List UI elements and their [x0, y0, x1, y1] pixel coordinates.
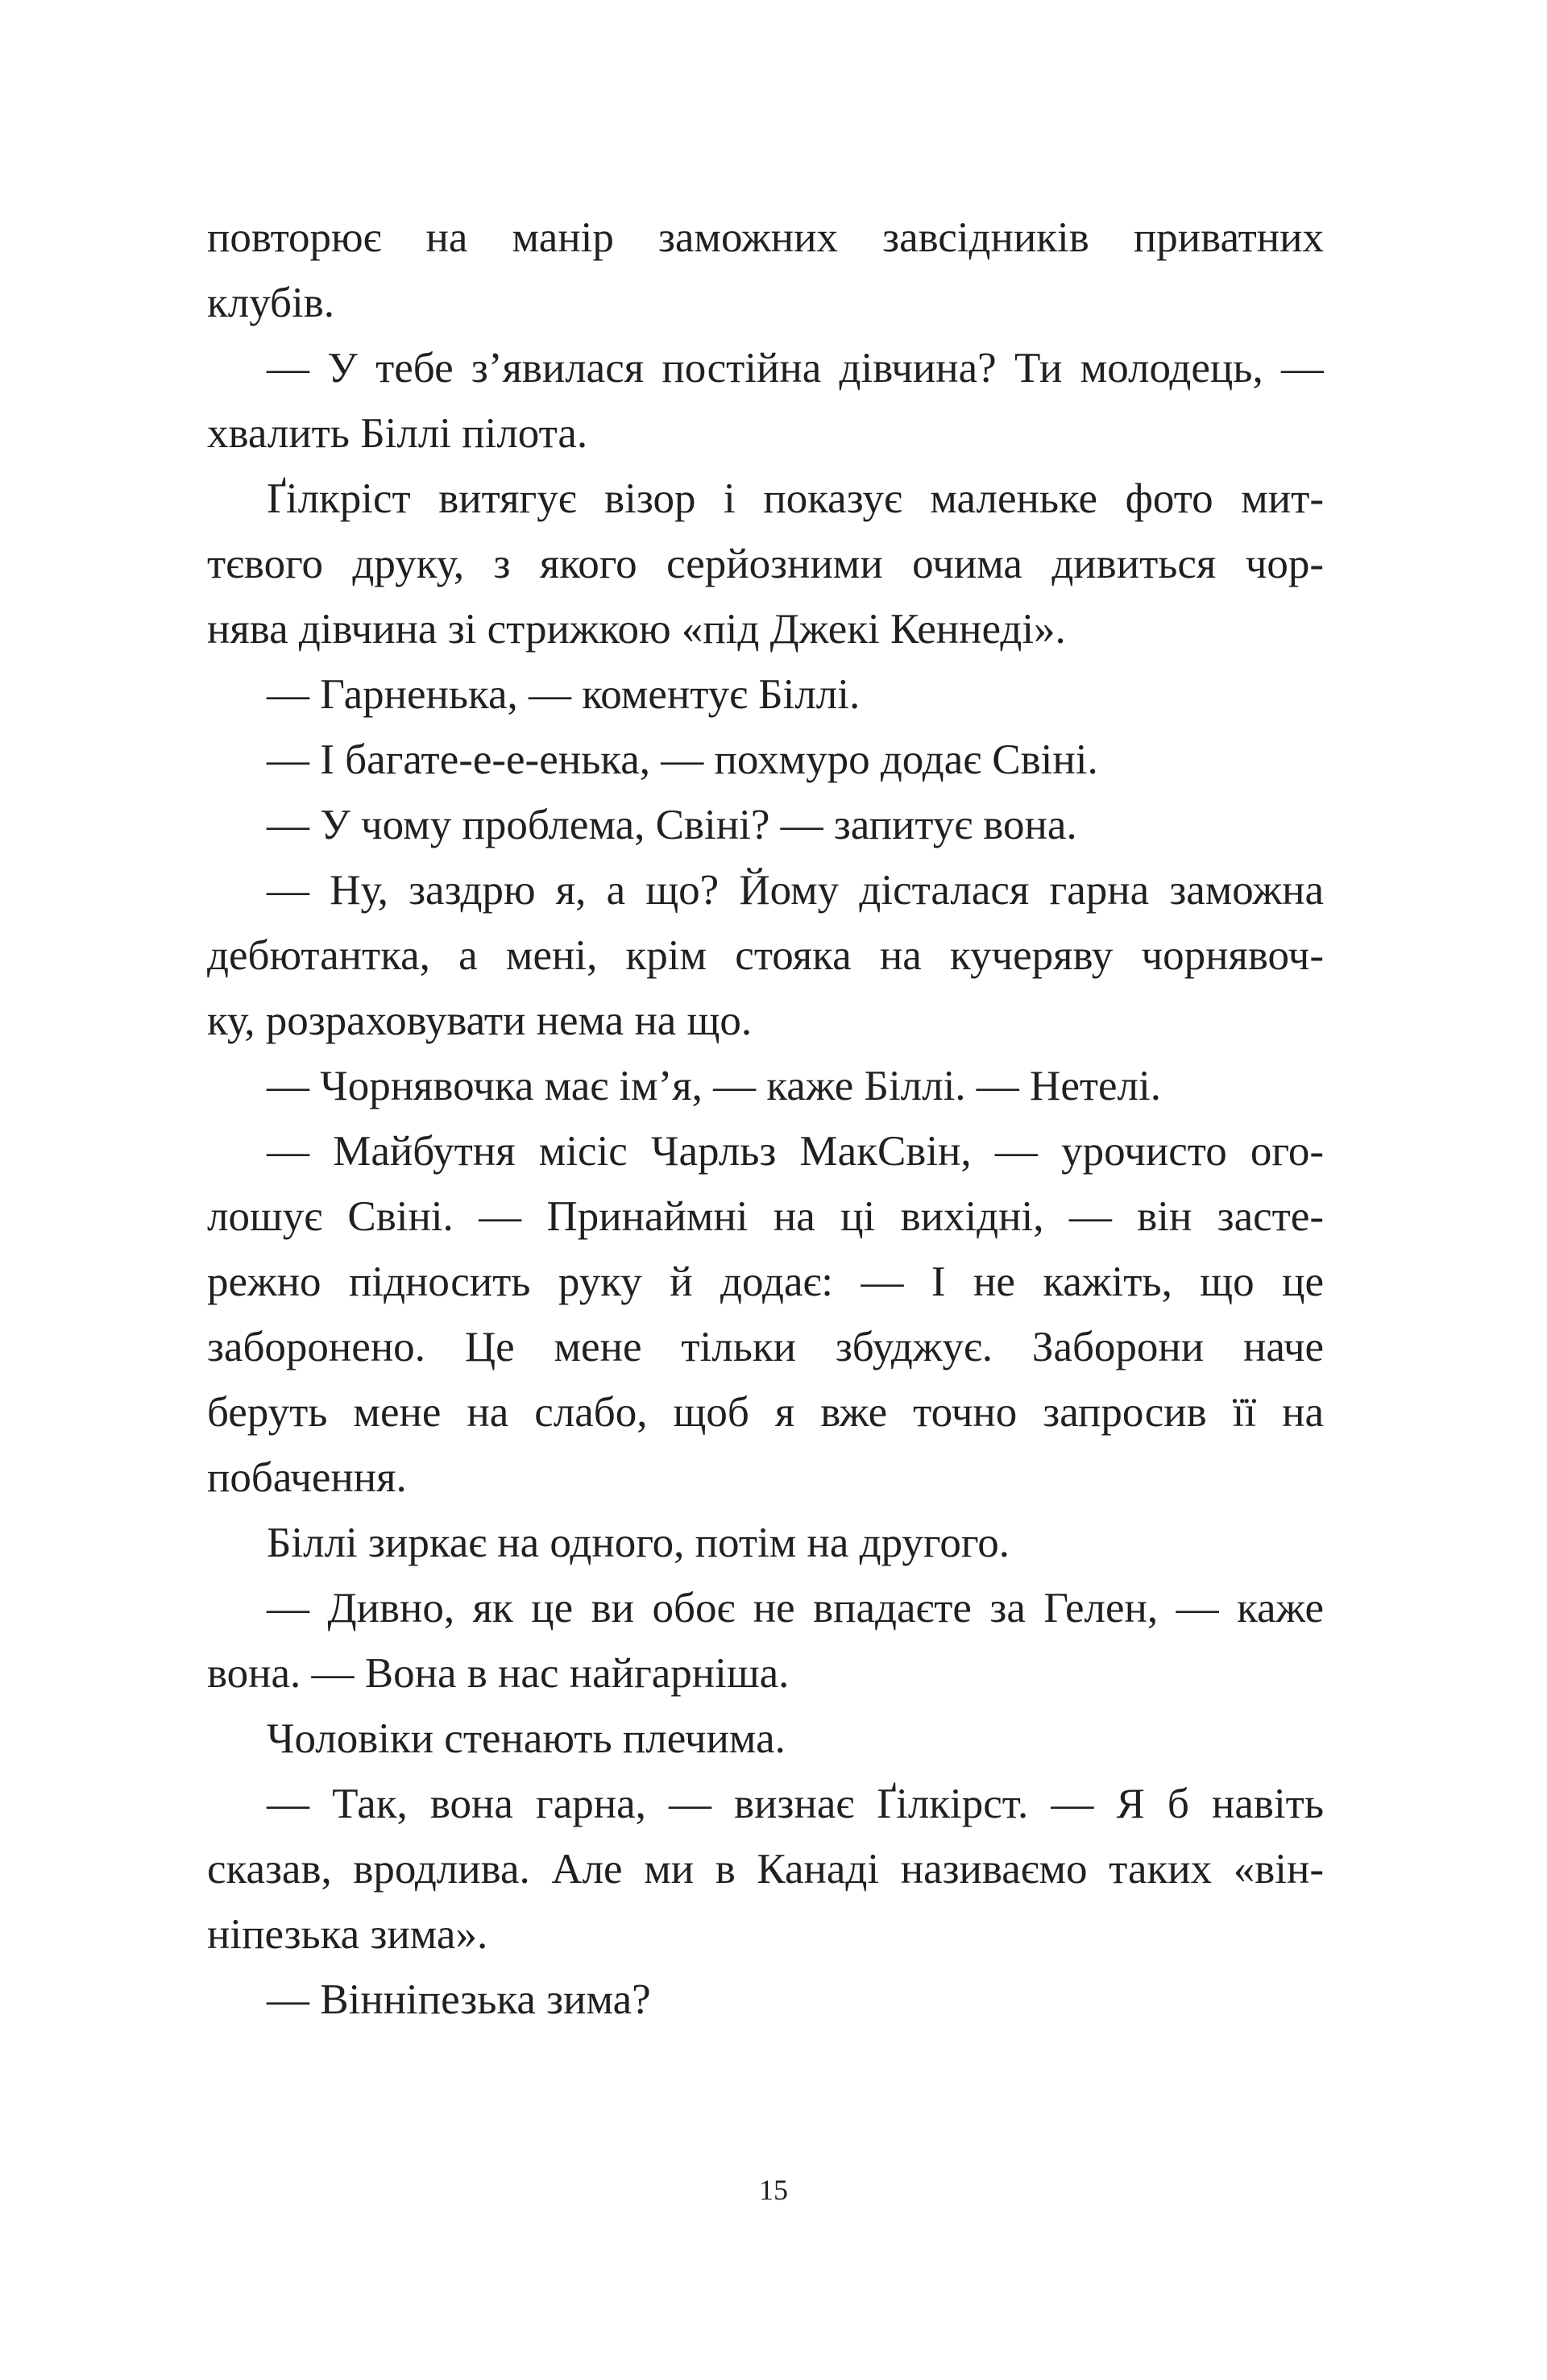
text-line: — Майбутня місіс Чарльз МакСвін, — урочисто ого- — [267, 1128, 1324, 1175]
text-line: — І багате-е-е-енька, — похмуро додає Свіні. — [267, 736, 1098, 783]
text-line: ніпезька зима». — [207, 1911, 488, 1958]
text-line: Чоловіки стенають плечима. — [267, 1715, 786, 1762]
text-line: — Так, вона гарна, — визнає Ґілкірст. — Я б навіть — [267, 1781, 1324, 1827]
text-line: сказав, вродлива. Але ми в Канаді називаємо таких «він- — [207, 1846, 1324, 1893]
text-line: — У чому проблема, Свіні? — запитує вона. — [267, 802, 1077, 848]
text-line: клубів. — [207, 280, 334, 326]
text-line: лошує Свіні. — Принаймні на ці вихідні, — він засте- — [207, 1193, 1324, 1240]
text-line: дебютантка, а мені, крім стояка на кучеряву чорнявоч- — [207, 932, 1324, 979]
text-line: — Вінніпезька зима? — [267, 1976, 651, 2023]
text-line: нява дівчина зі стрижкою «під Джекі Кеннеді». — [207, 606, 1066, 653]
text-line: беруть мене на слабо, щоб я вже точно запросив її на — [207, 1389, 1324, 1436]
text-line: — Ну, заздрю я, а що? Йому дісталася гарна заможна — [267, 867, 1324, 914]
text-line: повторює на манір заможних завсідників приватних — [207, 214, 1324, 261]
text-line: ку, розраховувати нема на що. — [207, 997, 753, 1044]
text-line: — Гарненька, — коментує Біллі. — [267, 671, 861, 718]
text-line: режно підносить руку й додає: — І не кажіть, що це — [207, 1258, 1324, 1305]
text-line: — Чорнявочка має ім’я, — каже Біллі. — Нетелі. — [267, 1063, 1161, 1109]
text-line: — Дивно, як це ви обоє не впадаєте за Гелен, — каже — [267, 1585, 1324, 1632]
text-line: вона. — Вона в нас найгарніша. — [207, 1650, 790, 1697]
text-line: тєвого друку, з якого серйозними очима дивиться чор- — [207, 541, 1324, 587]
text-line: Ґілкріст витягує візор і показує маленьке фото мит- — [267, 475, 1324, 522]
page-number: 15 — [759, 2174, 788, 2206]
text-line: побачення. — [207, 1454, 407, 1501]
text-line: хвалить Біллі пілота. — [207, 410, 588, 457]
text-line: — У тебе з’явилася постійна дівчина? Ти молодець, — — [267, 345, 1324, 392]
body-text — [207, 205, 1324, 2033]
text-line: Біллі зиркає на одного, потім на другого. — [267, 1520, 1010, 1566]
text-line: заборонено. Це мене тільки збуджує. Заборони наче — [207, 1324, 1324, 1370]
